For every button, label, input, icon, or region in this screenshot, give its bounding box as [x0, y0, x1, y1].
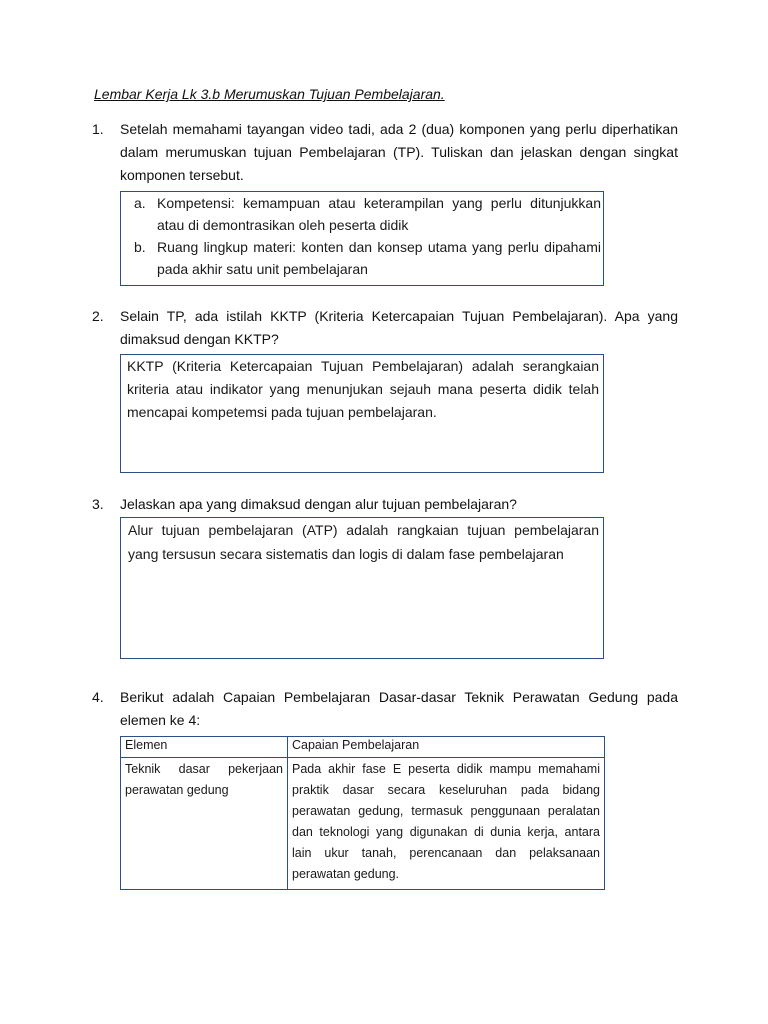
- header-capaian: Capaian Pembelajaran: [288, 737, 605, 758]
- question-number: 1.: [92, 121, 104, 137]
- question-4: [92, 686, 678, 732]
- answer-box-3[interactable]: [120, 517, 604, 659]
- question-2: [92, 305, 678, 351]
- question-text: Setelah memahami tayangan video tadi, ada 2 (dua) komponen yang perlu diperhatikan dalam merumuskan tujuan Pembelajaran (TP). Tuliskan dan jelaskan dengan singkat komponen tersebut.: [120, 121, 678, 183]
- question-number: 4.: [92, 689, 104, 705]
- answer-label: a.: [134, 195, 146, 211]
- answer-text: KKTP (Kriteria Ketercapaian Tujuan Pembelajaran) adalah serangkaian kriteria atau indikator yang menunjukan sejauh mana peserta didik telah mencapai kompetemsi pada tujuan pembelajaran.: [127, 358, 599, 420]
- cell-capaian: Pada akhir fase E peserta didik mampu memahami praktik dasar secara keseluruhan pada bidang perawatan gedung, termasuk penggunaan peralatan dan teknologi yang digunakan di dunia kerja, antara lain ukur tanah, perencanaan dan pelaksanaan perawatan gedung.: [288, 758, 605, 890]
- question-text: Berikut adalah Capaian Pembelajaran Dasar-dasar Teknik Perawatan Gedung pada elemen ke 4:: [120, 689, 678, 728]
- question-number: 3.: [92, 496, 104, 512]
- answer-item: [121, 192, 603, 236]
- question-number: 2.: [92, 308, 104, 324]
- answer-text: Kompetensi: kemampuan atau keterampilan yang perlu ditunjukkan atau di demontrasikan oleh peserta didik: [157, 195, 601, 233]
- worksheet-title: Lembar Kerja Lk 3.b Merumuskan Tujuan Pembelajaran.: [94, 86, 445, 102]
- question-text: Selain TP, ada istilah KKTP (Kriteria Ketercapaian Tujuan Pembelajaran). Apa yang dimaksud dengan KKTP?: [120, 308, 678, 347]
- answer-list: [121, 192, 603, 280]
- question-1: [92, 118, 678, 187]
- answer-item: [121, 236, 603, 280]
- table-row: [121, 758, 605, 890]
- table-header-row: [121, 737, 605, 758]
- answer-text: Ruang lingkup materi: konten dan konsep utama yang perlu dipahami pada akhir satu unit pembelajaran: [157, 239, 601, 277]
- header-elemen: Elemen: [121, 737, 288, 758]
- answer-box-1[interactable]: [120, 191, 604, 286]
- answer-text: Alur tujuan pembelajaran (ATP) adalah rangkaian tujuan pembelajaran yang tersusun secara sistematis dan logis di dalam fase pembelajaran: [128, 522, 599, 562]
- question-text: Jelaskan apa yang dimaksud dengan alur tujuan pembelajaran?: [120, 496, 517, 512]
- capaian-table: [120, 736, 605, 890]
- cell-elemen: Teknik dasar pekerjaan perawatan gedung: [121, 758, 288, 890]
- question-3: [92, 493, 678, 516]
- answer-label: b.: [134, 239, 146, 255]
- answer-box-2[interactable]: [120, 354, 604, 473]
